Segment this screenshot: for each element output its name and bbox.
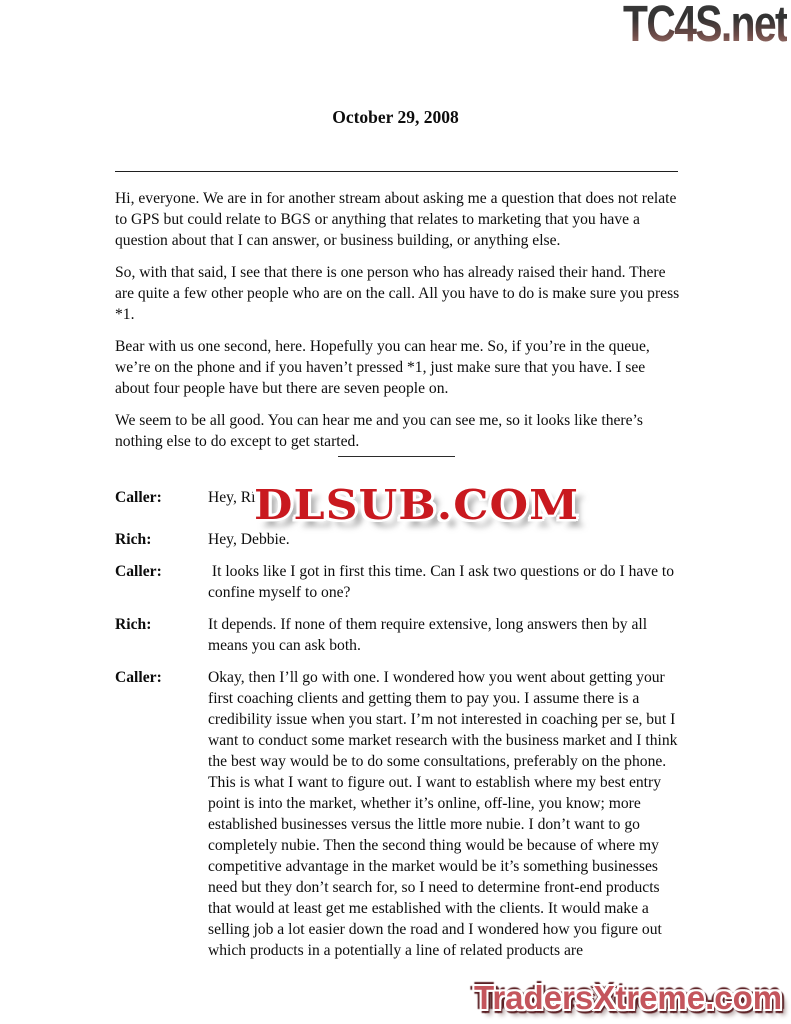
intro-section (115, 188, 681, 463)
section-separator (338, 456, 455, 457)
date-heading: October 29, 2008 (332, 107, 459, 127)
dialogue-entry (115, 667, 681, 961)
header-divider (115, 171, 678, 172)
speaker-label: Rich: (115, 531, 152, 548)
tc4s-logo: TC4S.net (622, 0, 787, 52)
dialogue-entry (115, 614, 681, 656)
speaker-label: Rich: (115, 616, 152, 633)
dlsub-watermark: DLSUB.COM (254, 481, 580, 530)
dialogue-text: Hey, Debbie. (208, 531, 290, 548)
intro-paragraph-4: We seem to be all good. You can hear me and you can see me, so it looks like there’s nothing else to do except to get started. (115, 412, 643, 450)
tradersxtreme-logo: TradersXtreme.com (474, 979, 783, 1016)
dialogue-entry (115, 561, 681, 603)
speaker-label: Caller: (115, 669, 162, 686)
intro-paragraph-3: Bear with us one second, here. Hopefully you can hear me. So, if you’re in the queue, we’re on the phone and if you haven’t pressed *1, just make sure that you have. I see about four people have but there are seven people on. (115, 338, 650, 397)
dialogue-text: It depends. If none of them require extensive, long answers then by all means you can ask both. (208, 616, 651, 654)
intro-paragraph-1: Hi, everyone. We are in for another stream about asking me a question that does not relate to GPS but could relate to BGS or anything that relates to marketing that you have a question about that I can answer, or business building, or anything else. (115, 190, 677, 249)
dialogue-text: Okay, then I’ll go with one. I wondered how you went about getting your first coaching clients and getting them to pay you. I assume there is a credibility issue when you start. I’m not interested in coaching per se, but I want to conduct some market research with the business market and I think the best way would be to do some consultations, preferably on the phone. This is what I want to figure out. I want to establish where my best entry point is into the market, whether it’s online, off-line, you know; more established businesses versus the little more nubie. I don’t want to go completely nubie. Then the second thing would be because of where my competitive advantage in the market would be it’s something businesses need but they don’t search for, so I need to determine front-end products that would at least get me established with the clients. It would make a selling job a lot easier down the road and I wondered how you figure out which products in a potentially a line of related products are (208, 669, 682, 959)
intro-paragraph-2: So, with that said, I see that there is one person who has already raised their hand. There are quite a few other people who are on the call. All you have to do is make sure you press *1. (115, 264, 680, 323)
dialogue-section (115, 487, 681, 972)
dialogue-text: Hey, Ri (208, 489, 256, 506)
speaker-label: Caller: (115, 563, 162, 580)
speaker-label: Caller: (115, 489, 162, 506)
dialogue-text: It looks like I got in first this time. Can I ask two questions or do I have to confine myself to one? (208, 563, 678, 601)
